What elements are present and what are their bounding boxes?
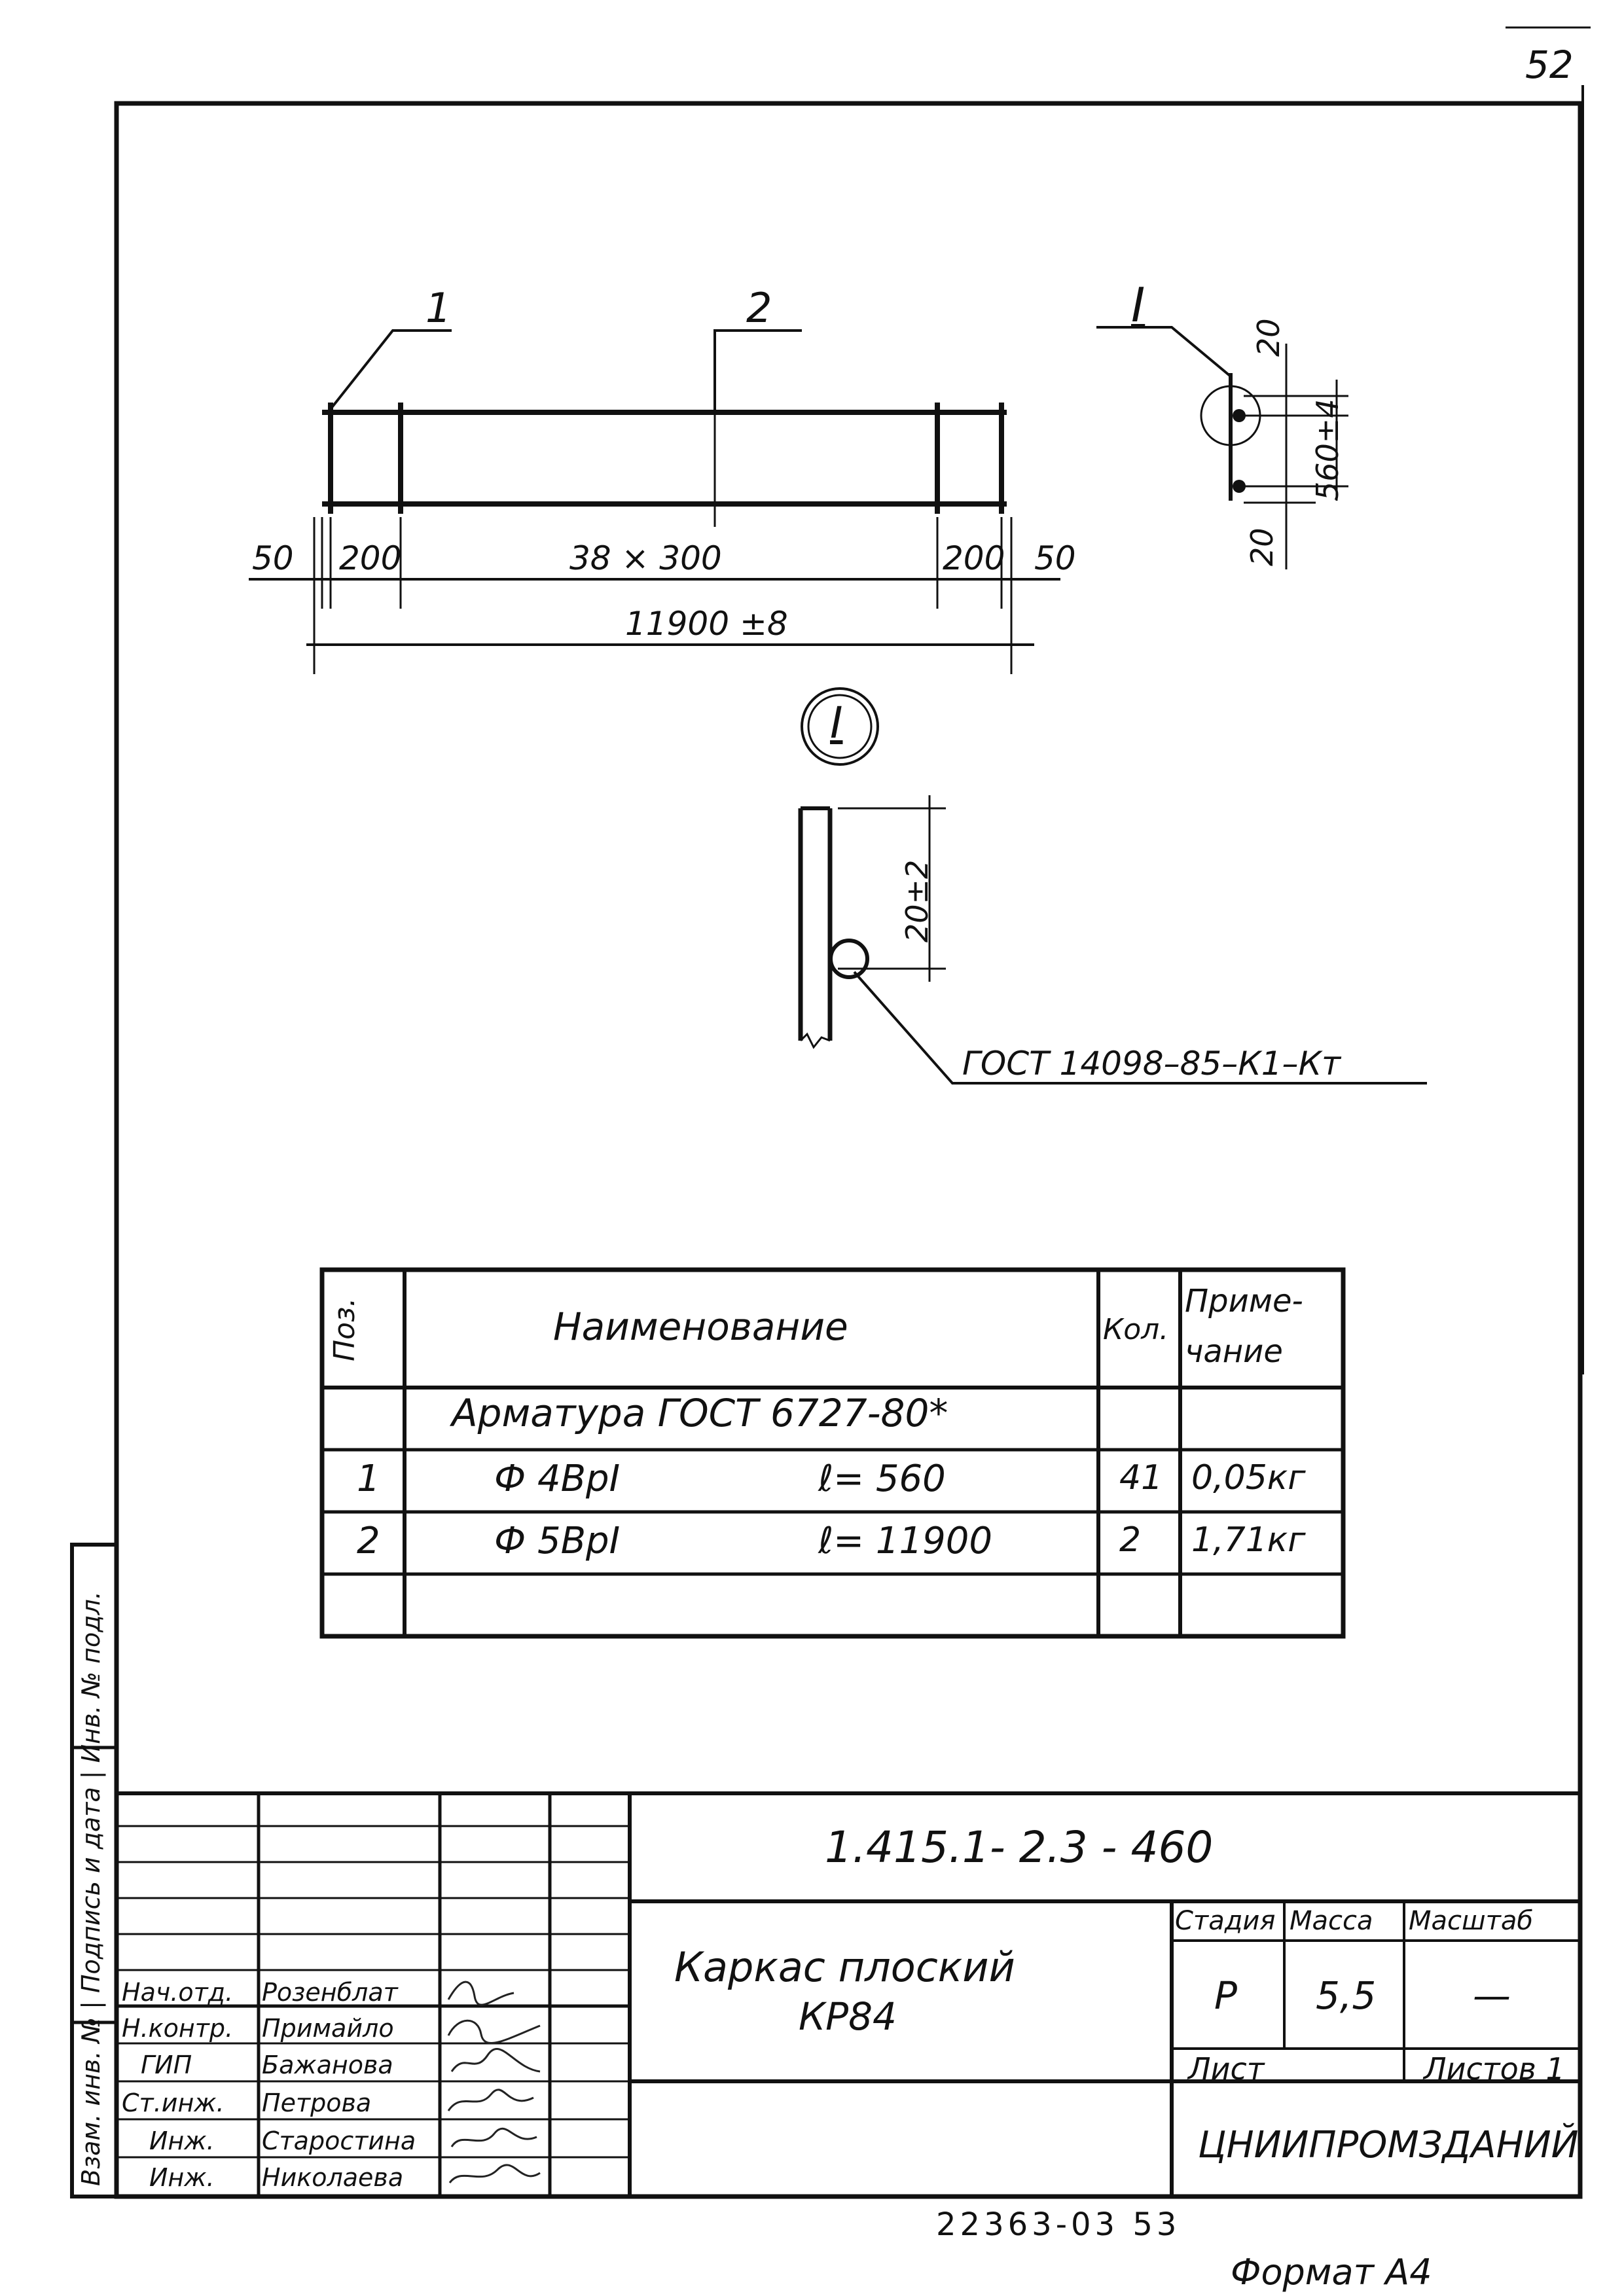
role-norm-control: Н.контр. [122, 2014, 234, 2043]
section-dim-bottom: 20 [1244, 528, 1280, 566]
signature-3 [452, 2049, 540, 2072]
organization-name: ЦНИИПРОМЗДАНИЙ [1198, 2124, 1579, 2166]
table-row-2-name: Ф 5ВрI [494, 1520, 621, 1562]
sheets-label: Листов 1 [1424, 2051, 1565, 2087]
table-row-2-length: ℓ= 11900 [818, 1520, 992, 1562]
dim-right-pitch: 200 [943, 539, 1005, 577]
role-senior-engineer: Ст.инж. [122, 2089, 225, 2117]
dim-left-pitch: 200 [339, 539, 402, 577]
sheet-label: Лист [1188, 2051, 1265, 2087]
document-code: 1.415.1- 2.3 - 460 [825, 1822, 1214, 1873]
name-3: Бажанова [262, 2051, 393, 2079]
position-label-1: 1 [425, 284, 452, 332]
table-group-title: Арматура ГОСТ 6727-80* [452, 1391, 948, 1435]
scale-value: — [1473, 1973, 1511, 2018]
dim-right-end: 50 [1034, 539, 1076, 577]
position-label-2: 2 [746, 284, 772, 332]
signatures [442, 1970, 550, 2196]
table-header-name: Наименование [553, 1304, 848, 1349]
drawing-title-line2: КР84 [799, 1994, 897, 2039]
section-dim-middle: 560±4 [1310, 399, 1345, 501]
name-5: Старостина [262, 2126, 416, 2155]
table-row-2-note: 1,71кг [1191, 1520, 1306, 1560]
table-row-1-pos: 1 [357, 1458, 380, 1500]
role-engineer-1: Инж. [149, 2126, 215, 2155]
dim-total: 11900 ±8 [625, 605, 788, 643]
signature-4 [448, 2090, 533, 2111]
drawing-title-line1: Каркас плоский [674, 1943, 1015, 1991]
sheet-number: 52 [1525, 43, 1574, 87]
signature-2 [448, 2020, 540, 2043]
name-1: Розенблат [262, 1978, 398, 2007]
table-row-2-qty: 2 [1119, 1520, 1142, 1560]
mass-header: Масса [1290, 1906, 1373, 1936]
table-header-note: Приме-чание [1185, 1283, 1303, 1370]
table-row-1-qty: 41 [1119, 1458, 1163, 1498]
name-2: Примайло [262, 2014, 394, 2043]
side-stamp-text: Взам. инв. № | Подпись и дата | Инв. № подл. [77, 1591, 105, 2186]
detail-dim: 20±2 [899, 859, 935, 942]
signature-5 [452, 2128, 537, 2147]
table-header-pos: Поз. [328, 1297, 361, 1361]
dim-left-end: 50 [252, 539, 294, 577]
detail-I [801, 689, 1427, 1083]
weld-note: ГОСТ 14098–85–К1–Кт [962, 1045, 1341, 1083]
table-row-1-length: ℓ= 560 [818, 1458, 946, 1500]
scale-header: Масштаб [1409, 1906, 1534, 1936]
name-4: Петрова [262, 2089, 372, 2117]
role-chief-engineer: ГИП [141, 2051, 192, 2079]
role-head-department: Нач.отд. [122, 1978, 234, 2007]
detail-mark: I [830, 698, 843, 748]
table-row-2-pos: 2 [357, 1520, 380, 1562]
signature-1 [448, 1982, 514, 2005]
table-row-1-name: Ф 4ВрI [494, 1458, 621, 1500]
dim-middle: 38 × 300 [569, 539, 722, 577]
stage-header: Стадия [1175, 1906, 1276, 1936]
archive-number: 22363-03 53 [936, 2206, 1181, 2243]
signature-6 [450, 2165, 540, 2183]
sheet-frame [117, 103, 1580, 2197]
role-engineer-2: Инж. [149, 2163, 215, 2192]
stage-value: Р [1214, 1973, 1237, 2018]
format-label: Формат А4 [1231, 2251, 1432, 2293]
table-row-1-note: 0,05кг [1191, 1458, 1306, 1498]
table-header-qty: Кол. [1103, 1313, 1169, 1346]
section-mark: I [1131, 278, 1146, 332]
mass-value: 5,5 [1316, 1973, 1377, 2018]
name-6: Николаева [262, 2163, 404, 2192]
section-dim-top: 20 [1251, 318, 1286, 357]
